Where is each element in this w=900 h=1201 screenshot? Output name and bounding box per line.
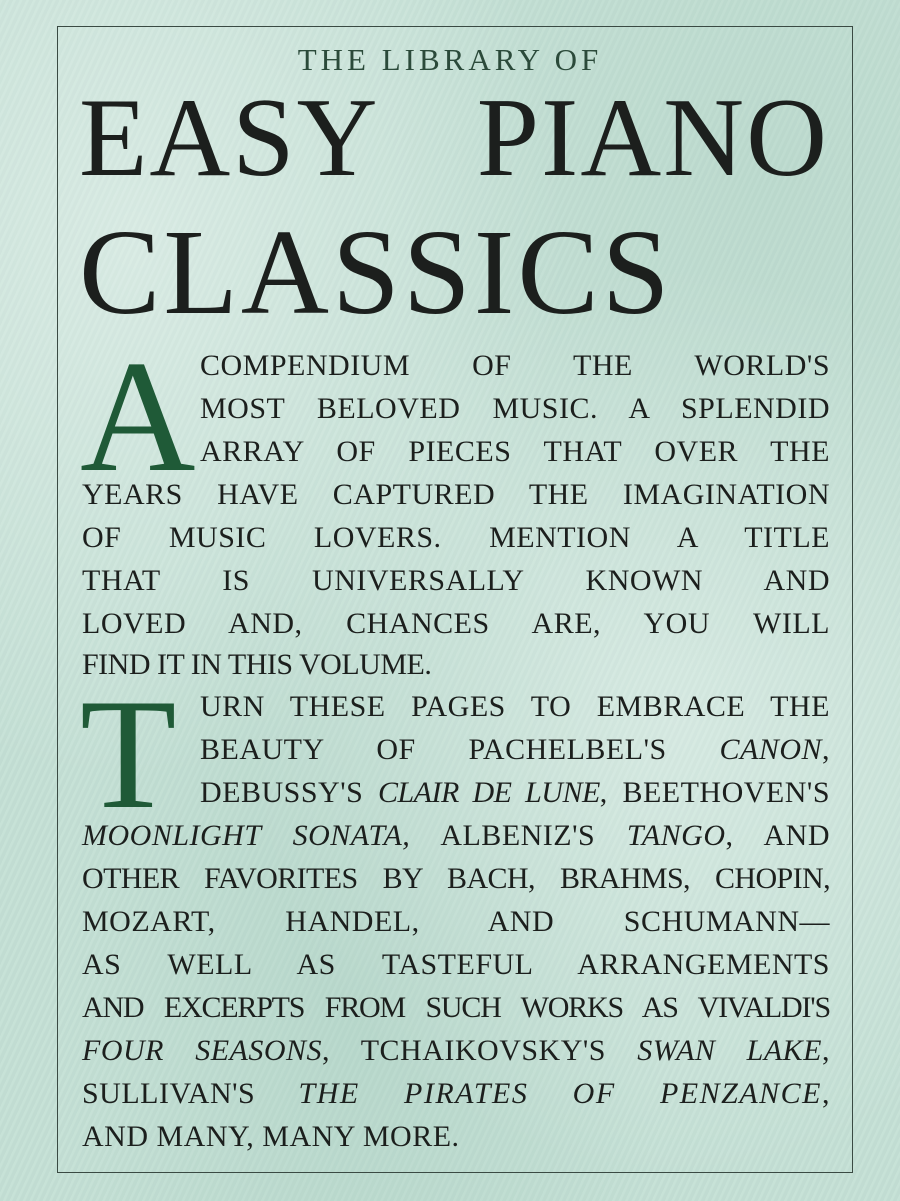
p2-line-10 bbox=[82, 1079, 830, 1109]
p2-line-9-comma: , bbox=[822, 1034, 831, 1067]
p2-line-3 bbox=[200, 778, 830, 808]
p2-line-9 bbox=[82, 1036, 830, 1066]
work-title-swan-lake: SWAN LAKE bbox=[637, 1034, 823, 1067]
p2-line-2-comma: , bbox=[822, 733, 831, 766]
p2-line-2-text: BEAUTY OF PACHELBEL'S bbox=[200, 733, 667, 766]
work-title-canon: CANON bbox=[719, 733, 823, 766]
work-title-pirates-of-penzance: THE PIRATES OF PENZANCE bbox=[298, 1077, 822, 1110]
p2-line-10-sullivan: SULLIVAN'S bbox=[82, 1077, 256, 1110]
p1-line-3: ARRAY OF PIECES THAT OVER THE bbox=[200, 435, 830, 468]
p1-line-7: LOVED AND, CHANCES ARE, YOU WILL bbox=[82, 607, 830, 640]
work-title-tango: TANGO bbox=[626, 819, 726, 852]
p1-line-1: COMPENDIUM OF THE WORLD'S bbox=[200, 349, 830, 382]
title-line-classics: CLASSICS bbox=[79, 205, 673, 340]
work-title-moonlight-sonata: MOONLIGHT SONATA, bbox=[82, 819, 411, 852]
p2-line-2 bbox=[200, 735, 830, 765]
p2-line-9-tchaikovsky: , TCHAIKOVSKY'S bbox=[322, 1034, 606, 1067]
p2-line-3-text: DEBUSSY'S bbox=[200, 776, 364, 809]
p2-line-7: AS WELL AS TASTEFUL ARRANGEMENTS bbox=[82, 948, 830, 981]
p2-line-4-albeniz: ALBENIZ'S bbox=[440, 819, 596, 852]
p2-line-10-comma: , bbox=[822, 1077, 830, 1110]
p1-line-6: THAT IS UNIVERSALLY KNOWN AND bbox=[82, 564, 830, 597]
p2-line-6: MOZART, HANDEL, AND SCHUMANN— bbox=[82, 905, 830, 938]
p2-line-4 bbox=[82, 821, 830, 851]
p1-line-8: FIND IT IN THIS VOLUME. bbox=[82, 648, 432, 681]
title-line-easy-piano: EASY PIANO bbox=[79, 76, 829, 200]
p1-line-4: YEARS HAVE CAPTURED THE IMAGINATION bbox=[82, 478, 830, 511]
p1-line-5: OF MUSIC LOVERS. MENTION A TITLE bbox=[82, 521, 830, 554]
p2-line-1: URN THESE PAGES TO EMBRACE THE bbox=[200, 690, 830, 723]
work-title-clair-de-lune: CLAIR DE LUNE bbox=[377, 776, 600, 809]
p2-line-4-rest: , AND bbox=[725, 819, 830, 852]
p1-line-2: MOST BELOVED MUSIC. A SPLENDID bbox=[200, 392, 830, 425]
dropcap-t: T bbox=[80, 667, 177, 842]
p2-line-8: AND EXCERPTS FROM SUCH WORKS AS VIVALDI'S bbox=[82, 991, 830, 1024]
work-title-four-seasons: FOUR SEASONS bbox=[82, 1034, 323, 1067]
p2-line-3-rest: , BEETHOVEN'S bbox=[599, 776, 830, 809]
title-prefix: THE LIBRARY OF bbox=[297, 42, 603, 77]
p2-line-5: OTHER FAVORITES BY BACH, BRAHMS, CHOPIN, bbox=[82, 862, 830, 895]
p2-line-11: AND MANY, MANY MORE. bbox=[82, 1120, 460, 1153]
dropcap-a: A bbox=[80, 327, 196, 505]
